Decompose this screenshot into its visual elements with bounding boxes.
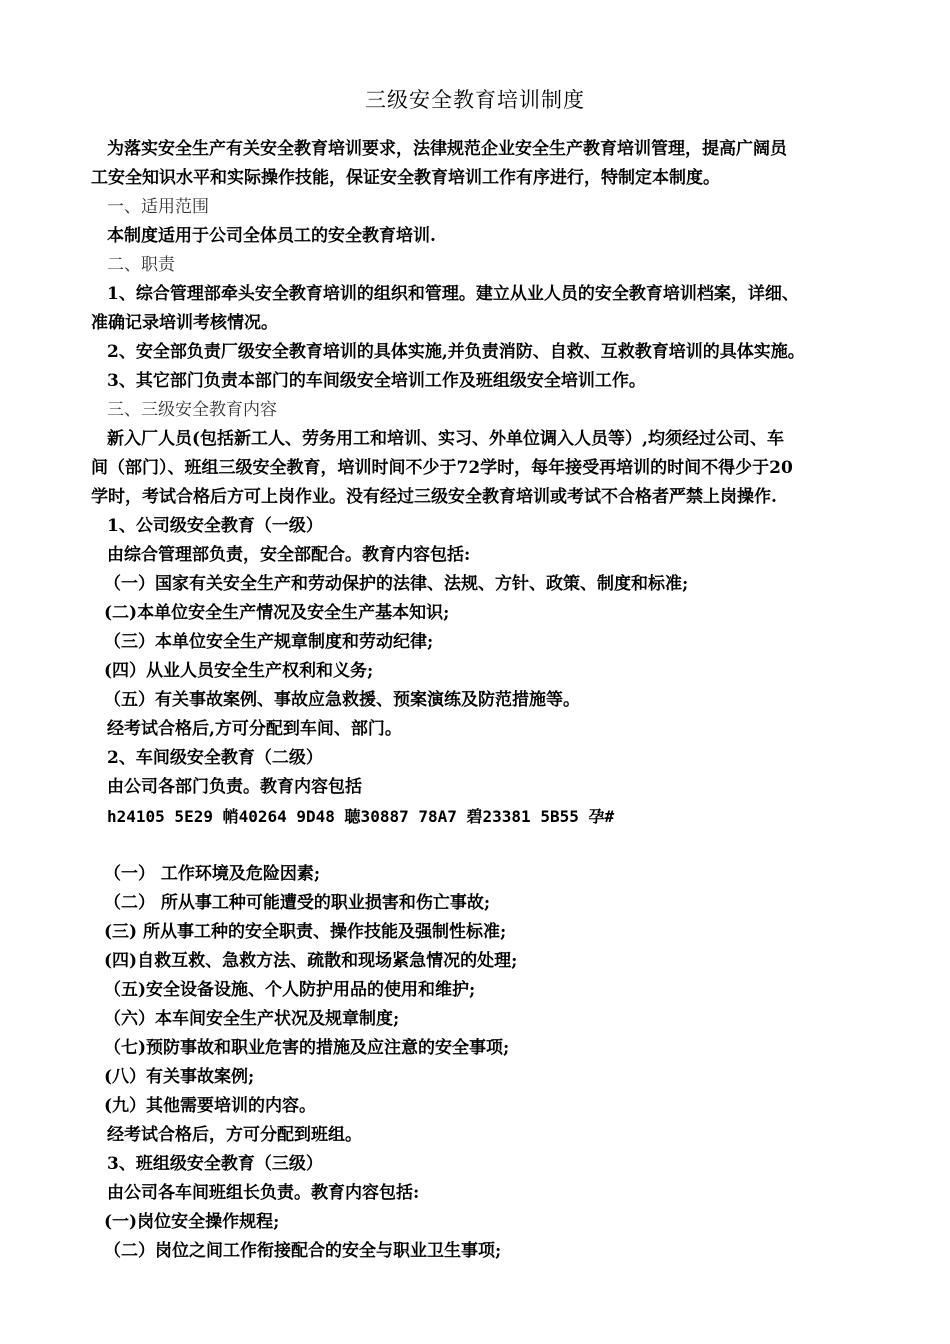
body-text-line: （二）岗位之间工作衔接配合的安全与职业卫生事项; bbox=[104, 1241, 502, 1261]
body-text-line: (一)岗位安全操作规程; bbox=[104, 1212, 280, 1232]
body-text-line: (四)自救互救、急救方法、疏散和现场紧急情况的处理; bbox=[104, 951, 518, 971]
body-text-line: h24105 5E29 帩40264 9D48 聴30887 78A7 碧23381 5B55 孕# bbox=[107, 807, 615, 826]
body-text-line: (四）从业人员安全生产权利和义务; bbox=[104, 661, 374, 681]
body-text-line: 本制度适用于公司全体员工的安全教育培训. bbox=[107, 226, 436, 246]
body-text-line: 由公司各部门负责。教育内容包括 bbox=[107, 777, 362, 797]
body-text-line: （一）国家有关安全生产和劳动保护的法律、法规、方针、政策、制度和标准; bbox=[104, 574, 689, 594]
body-text-line: (二)本单位安全生产情况及安全生产基本知识; bbox=[104, 603, 450, 623]
section-heading: 一、适用范围 bbox=[107, 197, 209, 217]
body-text-line: 经考试合格后,方可分配到车间、部门。 bbox=[107, 719, 402, 739]
body-text-line: 经考试合格后，方可分配到班组。 bbox=[107, 1125, 362, 1145]
body-text-line: (九）其他需要培训的内容。 bbox=[104, 1096, 317, 1116]
section-heading: 三、三级安全教育内容 bbox=[107, 400, 277, 420]
body-text-line: （五)安全设备设施、个人防护用品的使用和维护; bbox=[104, 980, 476, 1000]
body-text-line: 新入厂人员(包括新工人、劳务用工和培训、实习、外单位调入人员等）,均须经过公司、车 bbox=[107, 429, 784, 449]
body-text-line: （二） 所从事工种可能遭受的职业损害和伤亡事故; bbox=[104, 893, 491, 913]
body-text-line: （七)预防事故和职业危害的措施及应注意的安全事项; bbox=[104, 1038, 510, 1058]
body-text-line: (三) 所从事工种的安全职责、操作技能及强制性标准; bbox=[104, 922, 507, 942]
body-text-line: 由公司各车间班组长负责。教育内容包括: bbox=[107, 1183, 420, 1203]
body-text-line: 工安全知识水平和实际操作技能，保证安全教育培训工作有序进行，特制定本制度。 bbox=[91, 168, 720, 188]
body-text-line: 1、公司级安全教育（一级） bbox=[107, 516, 323, 536]
body-text-line: 学时，考试合格后方可上岗作业。没有经过三级安全教育培训或考试不合格者严禁上岗操作. bbox=[91, 487, 777, 507]
body-text-line: （五）有关事故案例、事故应急救援、预案演练及防范措施等。 bbox=[104, 690, 580, 710]
body-text-line: （一） 工作环境及危险因素; bbox=[104, 864, 321, 884]
body-text-line: （六）本车间安全生产状况及规章制度; bbox=[104, 1009, 400, 1029]
body-text-line: (八）有关事故案例; bbox=[104, 1067, 255, 1087]
blank-line bbox=[107, 831, 887, 860]
body-text-line: （三）本单位安全生产规章制度和劳动纪律; bbox=[104, 632, 434, 652]
body-text-line: 1、综合管理部牵头安全教育培训的组织和管理。建立从业人员的安全教育培训档案，详细、 bbox=[107, 284, 799, 304]
body-text-line: 间（部门）、班组三级安全教育，培训时间不少于72学时，每年接受再培训的时间不得少于20 bbox=[91, 458, 793, 478]
body-text-line: 2、车间级安全教育（二级） bbox=[107, 748, 323, 768]
document-title: 三级安全教育培训制度 bbox=[365, 88, 585, 112]
body-text-line: 2、安全部负责厂级安全教育培训的具体实施,并负责消防、自救、互救教育培训的具体实施。 bbox=[107, 342, 805, 362]
body-text-line: 3、班组级安全教育（三级） bbox=[107, 1154, 323, 1174]
body-text-line: 准确记录培训考核情况。 bbox=[91, 313, 278, 333]
body-text-line: 由综合管理部负责，安全部配合。教育内容包括: bbox=[107, 545, 471, 565]
body-text-line: 为落实安全生产有关安全教育培训要求，法律规范企业安全生产教育培训管理，提高广阔员 bbox=[107, 139, 787, 159]
section-heading: 二、职责 bbox=[107, 255, 175, 275]
body-text-line: 3、其它部门负责本部门的车间级安全培训工作及班组级安全培训工作。 bbox=[107, 371, 646, 391]
document-body bbox=[91, 135, 887, 1266]
